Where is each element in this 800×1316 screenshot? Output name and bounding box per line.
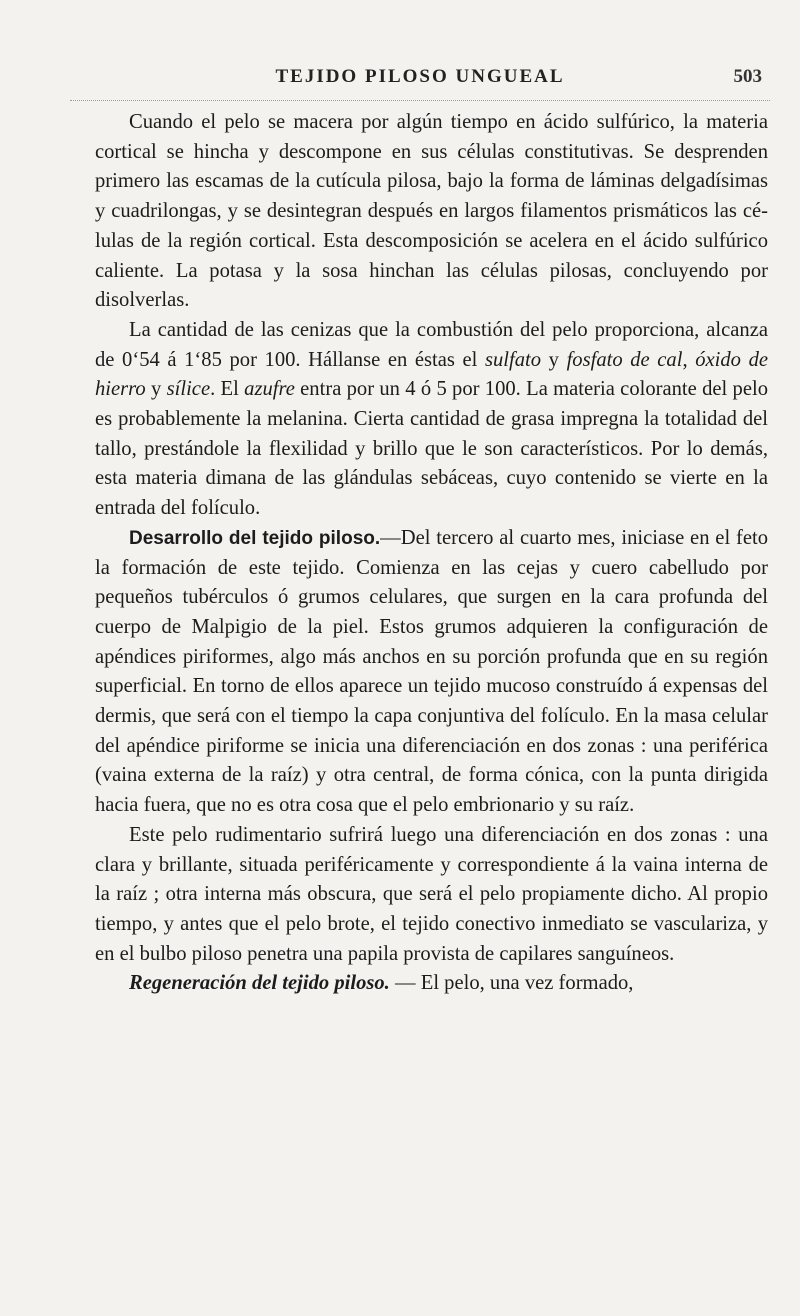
paragraph-p4 — [95, 821, 768, 970]
italic-term: óxido de hierro — [95, 348, 769, 401]
text-run: Cuando el pelo se macera por algún tiempo en ácido sulfúrico, la materia cortical se hincha y descompone en sus células constitutivas. Se desprenden primero las escamas de la cutícula pilosa, bajo la forma de láminas delgadísimas y cuadrilongas, y se desintegran después en largos filamentos prismáticos las células de la región cortical. Esta descomposición se acelera en el ácido sulfúrico caliente. La potasa y la sosa hinchan las células pilosas, concluyendo por disolverlas. — [95, 111, 768, 312]
text-run: entra por un 4 ó 5 por 100. La materia colorante del pelo es probablemente la melanina. Cierta cantidad de grasa impregna la totalidad del tallo, prestándole la flexilidad y brillo que le son característicos. Por lo demás, esta materia dimana de las glándulas sebáceas, cuyo contenido se vierte en la entrada del folículo. — [95, 378, 769, 520]
text-run: La cantidad de las cenizas que la combustión del pelo proporciona, alcanza de 0‘54 á 1‘85 por 100. Hállanse en éstas el — [95, 318, 768, 371]
text-run: Este pelo rudimentario sufrirá luego una diferenciación en dos zonas : una clara y brillante, situada periféricamente y correspondiente á la vaina interna de la raíz ; otra interna más obscura, que será el pelo propiamente dicho. Al propio tiempo, y antes que el pelo brote, el tejido conectivo inmediato se vasculariza, y en el bulbo piloso penetra una papila provista de capilares sanguíneos. — [95, 823, 768, 965]
italic-term: azufre — [244, 378, 295, 401]
italic-term: sulfato — [484, 348, 542, 371]
italic-term: sílice — [166, 378, 211, 401]
text-run: — El pelo, una vez formado, — [389, 972, 634, 995]
section-heading: Desarrollo del tejido piloso. — [129, 527, 381, 549]
text-run: y — [541, 348, 567, 371]
italic-term: fosfato de cal — [566, 348, 683, 371]
paragraph-p1 — [95, 108, 768, 316]
paragraph-p5 — [95, 969, 768, 999]
text-run: —Del tercero al cuarto mes, iniciase en el feto la formación de este tejido. Comienza en las cejas y cuero cabelludo por pequeños tubérculos ó grumos celulares, que surgen en la cara profunda del cuerpo de Malpigio de la piel. Estos grumos adquieren la configuración de apéndices piriformes, algo más anchos en su porción profunda que en su región superficial. En torno de ellos aparece un tejido mucoso construído á expensas del dermis, que será con el tiempo la capa conjuntiva del folículo. En la masa celular del apéndice piriforme se inicia una diferenciación en dos zonas : una periférica (vaina externa de la raíz) y otra central, de forma cónica, con la punta dirigida hacia fuera, que no es otra cosa que el pelo embrionario y su raíz. — [95, 526, 768, 817]
paragraph-p2 — [95, 316, 768, 524]
text-run: . El — [210, 378, 245, 401]
page-header — [70, 60, 770, 92]
text-run: y — [145, 378, 167, 401]
running-title: TEJIDO PILOSO UNGUEAL — [275, 66, 565, 87]
section-heading: Regeneración del tejido piloso. — [129, 972, 390, 995]
header-rule — [70, 100, 770, 101]
text-run: , — [682, 348, 696, 371]
paragraph-p3 — [95, 524, 768, 821]
page-number: 503 — [733, 66, 762, 87]
body-text — [95, 108, 768, 999]
